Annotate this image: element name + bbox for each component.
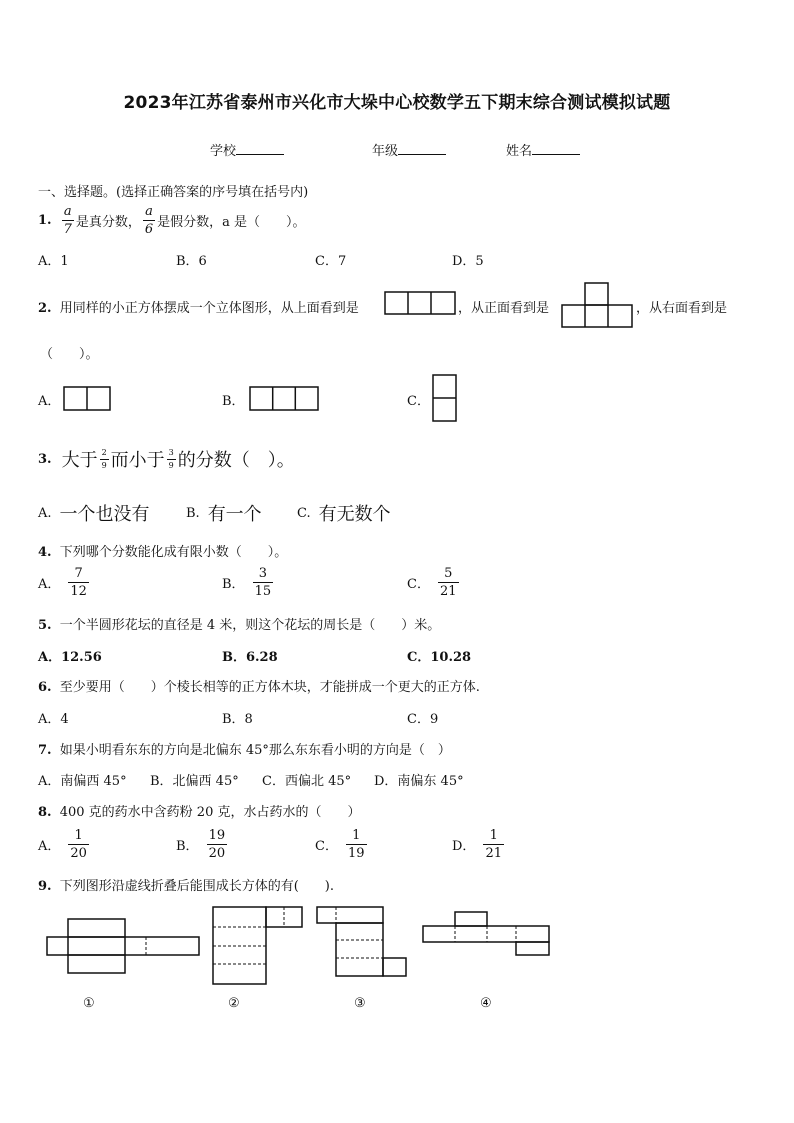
question-8	[38, 801, 360, 820]
question-5	[38, 614, 440, 633]
school-blank	[236, 142, 284, 155]
top-view-figure	[384, 291, 456, 315]
fraction: $\frac{7}{12}$	[70, 566, 87, 599]
option-a-figure[interactable]	[63, 386, 111, 411]
question-number: 4.	[38, 545, 52, 560]
answer-blank: （ ）。	[40, 347, 99, 362]
question-number: 2.	[38, 301, 52, 316]
question-number: 9.	[38, 879, 52, 894]
net-label-1: ①	[83, 996, 95, 1011]
question-text: 下列哪个分数能化成有限小数（ ）。	[59, 545, 288, 560]
net-label-2: ②	[228, 996, 240, 1011]
question-number: 1.	[38, 213, 52, 228]
question-number: 8.	[38, 805, 52, 820]
fraction: $\frac{1}{20}$	[70, 828, 87, 861]
question-text: 用同样的小正方体摆成一个立体图形，从上面看到是	[59, 301, 359, 316]
option-a[interactable]: A．4	[38, 712, 69, 727]
option-c[interactable]: C．7	[315, 254, 347, 269]
question-text: 一个半圆形花坛的直径是 4 米，则这个花坛的周长是（ ）米。	[59, 618, 441, 633]
option-c[interactable]: C．10.28	[407, 650, 472, 665]
option-b-figure[interactable]	[249, 386, 319, 411]
net-label-3: ③	[354, 996, 366, 1011]
question-4	[38, 541, 287, 560]
question-text: 下列图形沿虚线折叠后能围成长方体的有( ).	[59, 879, 334, 894]
question-3	[38, 446, 295, 472]
fraction-a-6: $\frac{a}{6}$	[144, 204, 154, 237]
option-c[interactable]: C．	[407, 394, 430, 409]
option-a[interactable]: A. 一个也没有	[38, 504, 150, 525]
page-title: 2023年江苏省泰州市兴化市大垛中心校数学五下期末综合测试模拟试题	[123, 93, 671, 113]
name-label: 姓名	[506, 144, 533, 159]
question-text: 至少要用（ ）个棱长相等的正方体木块，才能拼成一个更大的正方体.	[59, 680, 480, 695]
option-d[interactable]: D．5	[452, 254, 484, 269]
option-d[interactable]: D． $\frac{1}{21}$	[452, 828, 502, 861]
question-text: 是真分数，	[75, 215, 141, 230]
option-c[interactable]: C. 有无数个	[297, 504, 391, 525]
question-7	[38, 739, 451, 758]
option-a[interactable]: A．	[38, 394, 61, 409]
fraction: $\frac{5}{21}$	[439, 566, 457, 599]
net-figure-4[interactable]	[422, 911, 550, 957]
option-b[interactable]: B．8	[222, 712, 253, 727]
question-text: 而小于	[110, 450, 165, 471]
fraction: $\frac{3}{15}$	[254, 566, 272, 599]
fraction: $\frac{19}{20}$	[208, 828, 226, 861]
school-label: 学校	[210, 144, 237, 159]
option-a[interactable]: A． $\frac{1}{20}$	[38, 828, 87, 861]
question-1	[38, 205, 306, 236]
question-number: 6.	[38, 680, 52, 695]
option-b[interactable]: B．	[222, 394, 245, 409]
option-d[interactable]: D．南偏东 45°	[374, 774, 464, 789]
option-b[interactable]: B． $\frac{3}{15}$	[222, 566, 272, 599]
option-b[interactable]: B．6.28	[222, 650, 278, 665]
fraction: $\frac{1}{21}$	[485, 828, 502, 861]
question-number: 7.	[38, 743, 52, 758]
fraction: $\frac{1}{19}$	[347, 828, 365, 861]
fraction-2-9: $\frac{2}{9}$	[101, 447, 107, 470]
question-9	[38, 875, 334, 894]
grade-label: 年级	[372, 144, 399, 159]
name-blank	[532, 142, 580, 155]
option-a[interactable]: A．1	[38, 254, 69, 269]
net-label-4: ④	[480, 996, 492, 1011]
option-b[interactable]: B. 有一个	[186, 504, 262, 525]
option-a[interactable]: A．12.56	[38, 650, 102, 665]
fraction-a-7: $\frac{a}{7}$	[63, 204, 72, 237]
net-figure-3[interactable]	[316, 906, 408, 978]
option-c[interactable]: C． $\frac{5}{21}$	[407, 566, 457, 599]
section-heading: 一、选择题。(选择正确答案的序号填在括号内)	[38, 185, 309, 200]
option-a[interactable]: A．南偏西 45°	[38, 774, 127, 789]
question-6	[38, 676, 480, 695]
school-field	[210, 140, 284, 159]
question-2	[38, 297, 359, 316]
grade-blank	[398, 142, 446, 155]
net-figure-1[interactable]	[46, 918, 200, 974]
grade-field	[372, 140, 446, 159]
net-figure-2[interactable]	[212, 906, 304, 986]
question-text: 是假分数，a 是（ ）。	[157, 215, 306, 230]
option-b[interactable]: B．北偏西 45°	[150, 774, 239, 789]
option-b[interactable]: B． $\frac{19}{20}$	[176, 828, 226, 861]
question-text: ，从正面看到是	[458, 301, 550, 316]
question-text: 大于	[61, 450, 98, 471]
question-text: 400 克的药水中含药粉 20 克，水占药水的（ ）	[59, 805, 361, 820]
option-c[interactable]: C．西偏北 45°	[262, 774, 352, 789]
option-b[interactable]: B．6	[176, 254, 207, 269]
question-text: ，从右面看到是	[636, 301, 728, 316]
question-text: 的分数（ ）。	[177, 450, 295, 471]
option-a[interactable]: A． $\frac{7}{12}$	[38, 566, 87, 599]
question-number: 5.	[38, 618, 52, 633]
option-c-figure[interactable]	[432, 374, 457, 422]
fraction-3-9: $\frac{3}{9}$	[168, 447, 174, 470]
front-view-figure	[561, 282, 633, 328]
option-c[interactable]: C．9	[407, 712, 439, 727]
name-field	[506, 140, 580, 159]
question-number: 3.	[38, 451, 52, 467]
option-c[interactable]: C． $\frac{1}{19}$	[315, 828, 365, 861]
question-text: 如果小明看东东的方向是北偏东 45°那么东东看小明的方向是（ ）	[59, 743, 451, 758]
